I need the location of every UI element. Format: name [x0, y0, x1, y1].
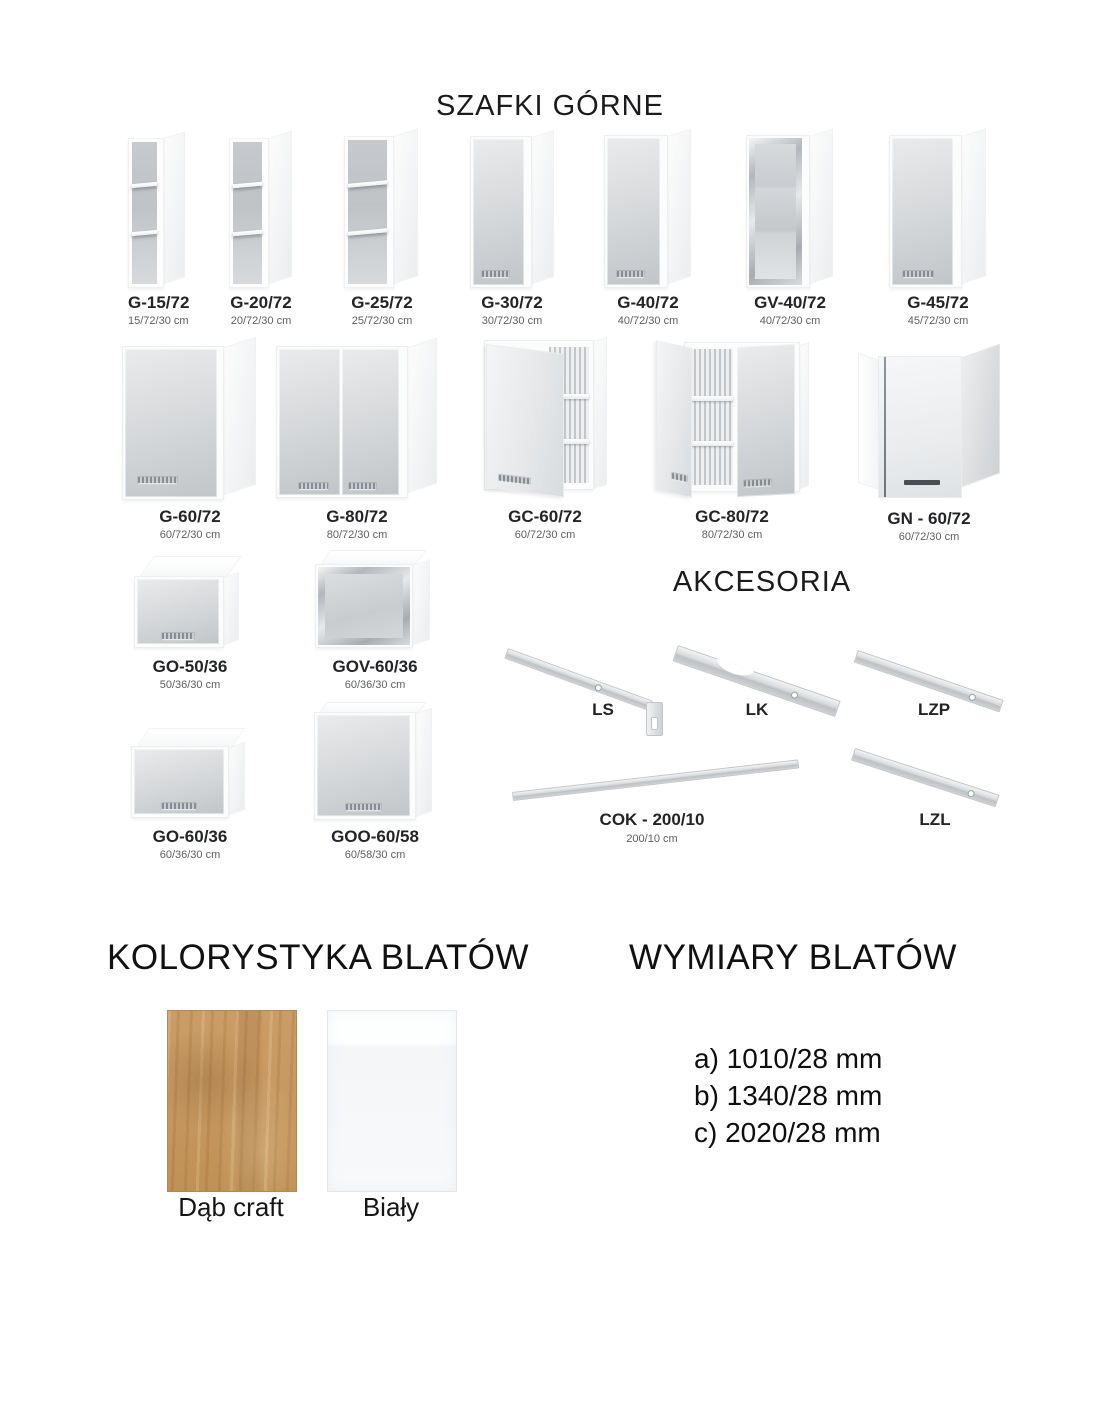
- cabinet-art: [229, 136, 293, 288]
- cabinet-side-face: [665, 129, 691, 285]
- door-handle: [482, 271, 509, 277]
- flap-door-face: [134, 749, 224, 814]
- cabinet-figure-g-45-72: [889, 136, 987, 328]
- cabinet-art: [276, 344, 438, 502]
- worktop-dimension-item: a) 1010/28 mm: [694, 1043, 883, 1074]
- cabinet-side-face: [959, 128, 986, 285]
- screw-hole: [790, 691, 799, 700]
- screw-hole: [594, 683, 603, 692]
- accessory-label: LK: [745, 700, 769, 719]
- cabinet-label: GOV-60/36: [332, 657, 418, 676]
- door-handle: [744, 479, 771, 486]
- cabinet-figure-g-15-72: [128, 136, 190, 328]
- cabinet-body: [134, 576, 224, 648]
- worktop-colors-title: KOLORYSTYKA BLATÓW: [107, 938, 529, 977]
- cabinet-figure-go-60-36: [131, 728, 249, 862]
- cabinet-art: [131, 728, 249, 822]
- dish-drainer: [689, 349, 733, 485]
- cabinet-dims: 20/72/30 cm: [230, 314, 292, 327]
- cabinet-dims: 45/72/30 cm: [907, 314, 969, 327]
- cabinet-label: G-25/72: [351, 293, 413, 312]
- door-handle: [499, 475, 529, 485]
- corner-left-face: [858, 353, 880, 490]
- cabinet-dims: 60/72/30 cm: [898, 530, 960, 543]
- accessory-cok-image: [512, 758, 812, 803]
- cabinet-figure-g-20-72: [229, 136, 293, 328]
- cabinet-figure-goo-60-58: [314, 702, 436, 862]
- open-shelf-body: [344, 136, 394, 288]
- cabinet-figure-g-25-72: [344, 136, 420, 328]
- metal-strip: [504, 648, 652, 711]
- cabinet-dims: 40/72/30 cm: [759, 314, 821, 327]
- cabinet-art: [482, 338, 608, 502]
- cabinet-figure-g-80-72: [276, 344, 438, 542]
- worktop-dimension-item: b) 1340/28 mm: [694, 1080, 883, 1111]
- cabinet-side-face: [529, 130, 554, 285]
- cabinet-side-face: [405, 338, 437, 494]
- door-handle: [138, 477, 177, 483]
- cabinet-body: [315, 564, 413, 648]
- worktop-swatch-oak: [167, 1010, 297, 1192]
- strip-notch: [714, 659, 753, 681]
- cabinet-dims: 30/72/30 cm: [481, 314, 543, 327]
- worktop-swatch-white: [327, 1010, 457, 1192]
- cabinet-body: [889, 135, 962, 288]
- door-face: [473, 139, 524, 285]
- flap-door-face: [317, 715, 410, 816]
- cabinet-figure-gov-60-36: [315, 550, 435, 692]
- cabinet-side-face: [266, 131, 292, 285]
- door-handle: [903, 271, 934, 277]
- glass-flap-frame: [318, 567, 410, 645]
- accessory-label: COK - 200/10: [599, 810, 705, 829]
- cabinet-dims: 60/36/30 cm: [344, 678, 406, 691]
- screw-hole: [967, 789, 976, 798]
- cabinet-dims: 15/72/30 cm: [128, 314, 189, 327]
- cabinet-body: [746, 135, 810, 288]
- cabinet-label: GV-40/72: [754, 293, 826, 312]
- screw-hole: [967, 693, 976, 702]
- cabinet-figure-gc-60-72: [482, 338, 608, 542]
- cabinet-dims: 60/58/30 cm: [344, 848, 406, 861]
- shelf-cavity: [348, 140, 387, 284]
- cabinet-figure-go-50-36: [134, 556, 246, 692]
- cabinet-label: G-45/72: [907, 293, 969, 312]
- cabinet-art: [889, 136, 987, 288]
- cabinet-dims: 80/72/30 cm: [701, 528, 763, 541]
- cabinet-art: [314, 702, 436, 822]
- cabinet-side-face: [391, 128, 418, 285]
- door-handle: [617, 271, 645, 277]
- door-face: [607, 138, 660, 285]
- plinth-strip: [512, 759, 799, 801]
- strip-end-cap: [646, 702, 663, 736]
- door-gap-line: [884, 357, 886, 497]
- swatch-label: Biały: [362, 1192, 420, 1222]
- worktop-dimension-item: c) 2020/28 mm: [694, 1117, 881, 1148]
- drainer-shelf: [689, 396, 733, 401]
- cabinet-body: [276, 346, 408, 498]
- swatch-label: Dąb craft: [178, 1192, 284, 1222]
- cabinet-label: GN - 60/72: [887, 509, 971, 528]
- door-face-left: [279, 349, 340, 495]
- accessory-label: LZP: [917, 700, 951, 719]
- accessory-label: LS: [592, 700, 614, 719]
- cabinet-side-face: [221, 337, 256, 496]
- shelf-cavity: [233, 142, 262, 284]
- upper-cabinets-title: SZAFKI GÓRNE: [436, 90, 664, 122]
- cabinet-label: GOO-60/58: [331, 827, 419, 846]
- cabinet-side-face: [410, 560, 430, 646]
- door-handle: [162, 633, 193, 639]
- door-handle: [299, 483, 328, 489]
- glass-door-frame: [749, 138, 802, 285]
- worktop-dimensions-title: WYMIARY BLATÓW: [629, 938, 957, 977]
- corner-door-face: [878, 356, 962, 498]
- cabinet-side-face: [807, 129, 833, 285]
- cabinet-label: G-15/72: [128, 293, 190, 312]
- accessory-lzl-image: [855, 748, 1020, 818]
- open-shelf-body: [128, 138, 164, 288]
- cabinet-dims: 40/72/30 cm: [617, 314, 679, 327]
- cabinet-art: [122, 344, 258, 502]
- cabinet-label: G-20/72: [230, 293, 292, 312]
- cabinet-label: G-80/72: [326, 507, 388, 526]
- cabinet-figure-gn-60-72: [856, 354, 1002, 544]
- cabinet-art: [656, 340, 808, 502]
- cabinet-label: G-60/72: [159, 507, 221, 526]
- cabinet-body: [604, 135, 668, 288]
- door-handle: [672, 473, 687, 482]
- cabinet-art: [315, 550, 435, 652]
- flap-door-face: [137, 579, 219, 644]
- cabinet-dims: 80/72/30 cm: [326, 528, 388, 541]
- cabinet-side-face: [161, 131, 185, 285]
- accessory-label: LZL: [919, 810, 951, 829]
- cabinet-art: [746, 136, 834, 288]
- door-handle: [904, 480, 940, 485]
- metal-strip: [851, 748, 1000, 807]
- door-handle: [162, 803, 196, 809]
- cabinet-label: GO-60/36: [152, 827, 228, 846]
- cabinet-art: [128, 136, 186, 288]
- open-door: [656, 340, 692, 498]
- cabinet-art: [344, 136, 420, 288]
- glass-pane: [755, 144, 796, 279]
- glass-pane: [325, 574, 403, 638]
- door-handle: [346, 804, 381, 810]
- cabinet-label: GC-80/72: [695, 507, 769, 526]
- cabinet-art: [604, 136, 692, 288]
- open-shelf-body: [229, 138, 269, 288]
- cabinet-figure-gv-40-72: [746, 136, 834, 328]
- cabinet-dims: 60/72/30 cm: [159, 528, 221, 541]
- cabinet-label: G-40/72: [617, 293, 679, 312]
- cabinet-figure-g-30-72: [470, 136, 554, 328]
- shelf-cavity: [132, 142, 157, 284]
- cabinet-body: [131, 746, 229, 818]
- cabinet-dims: 60/72/30 cm: [514, 528, 576, 541]
- door-face: [892, 138, 953, 285]
- cabinet-art: [134, 556, 246, 652]
- door-face-right: [342, 349, 399, 495]
- open-door: [486, 344, 564, 498]
- corner-right-face: [960, 343, 1000, 488]
- cabinet-label: G-30/72: [481, 293, 543, 312]
- accessory-ls-image: [508, 648, 678, 743]
- cabinet-body: [684, 342, 800, 492]
- door-handle: [349, 483, 376, 489]
- door-face-right: [737, 344, 795, 497]
- cabinet-body: [122, 346, 224, 500]
- cabinet-dims: 25/72/30 cm: [351, 314, 413, 327]
- cabinet-label: GC-60/72: [508, 507, 582, 526]
- cabinet-art: [470, 136, 554, 288]
- accessories-title: AKCESORIA: [672, 566, 852, 598]
- cabinet-figure-g-40-72: [604, 136, 692, 328]
- drainer-shelf: [689, 441, 733, 446]
- cabinet-dims: 60/36/30 cm: [159, 848, 221, 861]
- door-face: [125, 349, 217, 497]
- cabinet-body: [470, 136, 532, 288]
- cabinet-figure-gc-80-72: [656, 340, 808, 542]
- accessory-dims: 200/10 cm: [626, 833, 678, 845]
- cabinet-art: [856, 354, 1002, 504]
- cabinet-body: [314, 712, 416, 820]
- cabinet-figure-g-60-72: [122, 344, 258, 542]
- cabinet-label: GO-50/36: [152, 657, 228, 676]
- cabinet-dims: 50/36/30 cm: [159, 678, 221, 691]
